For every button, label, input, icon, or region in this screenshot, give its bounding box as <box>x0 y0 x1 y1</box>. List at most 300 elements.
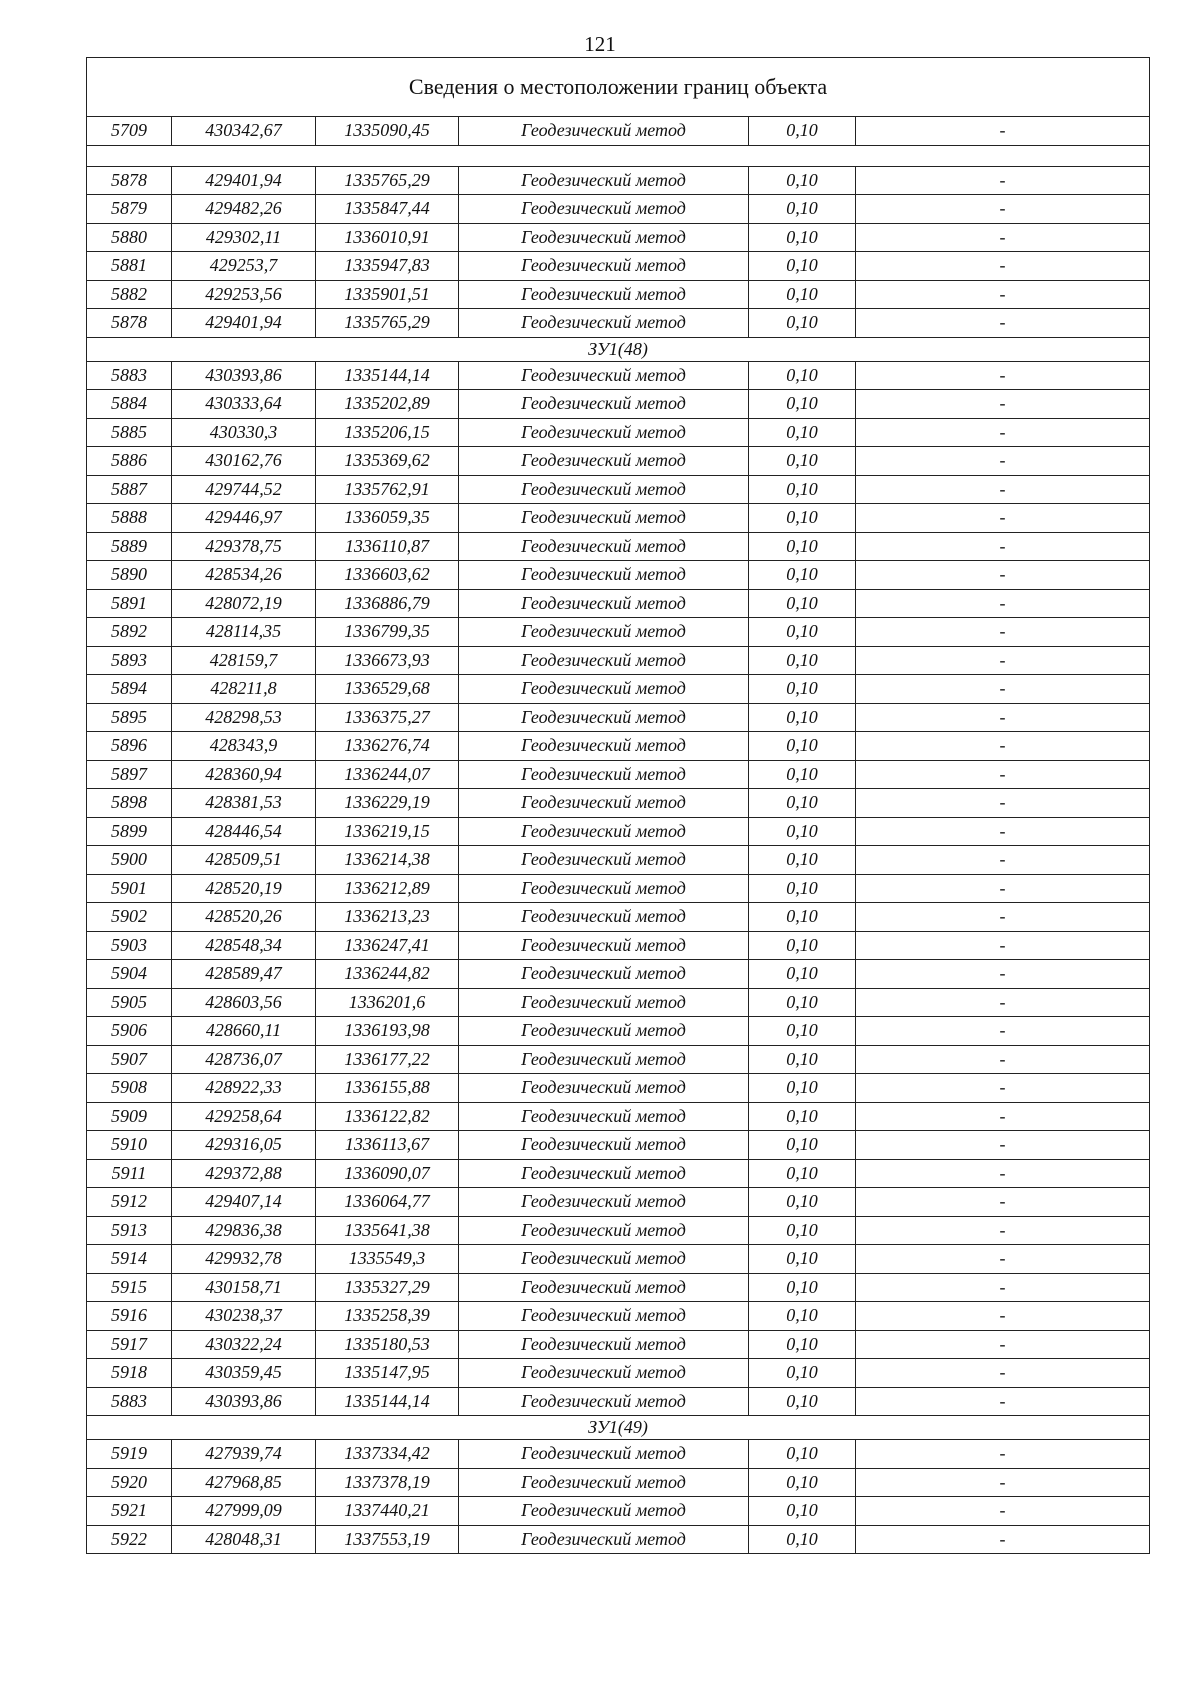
point-number-cell: 5922 <box>87 1525 172 1554</box>
description-cell: - <box>856 760 1150 789</box>
description-cell: - <box>856 361 1150 390</box>
y-coordinate-cell: 1337440,21 <box>316 1497 459 1526</box>
point-number-cell: 5888 <box>87 504 172 533</box>
x-coordinate-cell: 428603,56 <box>172 988 316 1017</box>
method-cell: Геодезический метод <box>459 789 749 818</box>
x-coordinate-cell: 430322,24 <box>172 1330 316 1359</box>
method-cell: Геодезический метод <box>459 1245 749 1274</box>
x-coordinate-cell: 428381,53 <box>172 789 316 818</box>
x-coordinate-cell: 429744,52 <box>172 475 316 504</box>
method-cell: Геодезический метод <box>459 1330 749 1359</box>
table-row <box>87 1497 1150 1526</box>
description-cell: - <box>856 903 1150 932</box>
method-cell: Геодезический метод <box>459 703 749 732</box>
accuracy-cell: 0,10 <box>749 618 856 647</box>
point-number-cell: 5916 <box>87 1302 172 1331</box>
table-row <box>87 1468 1150 1497</box>
description-cell: - <box>856 1387 1150 1416</box>
method-cell: Геодезический метод <box>459 589 749 618</box>
x-coordinate-cell: 430238,37 <box>172 1302 316 1331</box>
point-number-cell: 5897 <box>87 760 172 789</box>
y-coordinate-cell: 1335144,14 <box>316 1387 459 1416</box>
x-coordinate-cell: 428520,26 <box>172 903 316 932</box>
x-coordinate-cell: 427968,85 <box>172 1468 316 1497</box>
description-cell: - <box>856 390 1150 419</box>
y-coordinate-cell: 1335258,39 <box>316 1302 459 1331</box>
table-row <box>87 390 1150 419</box>
accuracy-cell: 0,10 <box>749 504 856 533</box>
y-coordinate-cell: 1335762,91 <box>316 475 459 504</box>
table-row <box>87 418 1150 447</box>
table-row <box>87 1159 1150 1188</box>
description-cell: - <box>856 1497 1150 1526</box>
description-cell: - <box>856 1525 1150 1554</box>
accuracy-cell: 0,10 <box>749 931 856 960</box>
point-number-cell: 5921 <box>87 1497 172 1526</box>
description-cell: - <box>856 1159 1150 1188</box>
x-coordinate-cell: 430333,64 <box>172 390 316 419</box>
description-cell: - <box>856 960 1150 989</box>
method-cell: Геодезический метод <box>459 195 749 224</box>
accuracy-cell: 0,10 <box>749 1330 856 1359</box>
x-coordinate-cell: 428736,07 <box>172 1045 316 1074</box>
description-cell: - <box>856 1102 1150 1131</box>
y-coordinate-cell: 1335847,44 <box>316 195 459 224</box>
point-number-cell: 5880 <box>87 223 172 252</box>
table-row <box>87 732 1150 761</box>
accuracy-cell: 0,10 <box>749 960 856 989</box>
method-cell: Геодезический метод <box>459 418 749 447</box>
point-number-cell: 5905 <box>87 988 172 1017</box>
y-coordinate-cell: 1336059,35 <box>316 504 459 533</box>
table-row <box>87 1102 1150 1131</box>
accuracy-cell: 0,10 <box>749 703 856 732</box>
y-coordinate-cell: 1335901,51 <box>316 280 459 309</box>
x-coordinate-cell: 428343,9 <box>172 732 316 761</box>
boundary-coordinates-table <box>86 57 1150 1554</box>
accuracy-cell: 0,10 <box>749 1468 856 1497</box>
x-coordinate-cell: 430162,76 <box>172 447 316 476</box>
point-number-cell: 5917 <box>87 1330 172 1359</box>
point-number-cell: 5920 <box>87 1468 172 1497</box>
y-coordinate-cell: 1336110,87 <box>316 532 459 561</box>
description-cell: - <box>856 447 1150 476</box>
point-number-cell: 5881 <box>87 252 172 281</box>
point-number-cell: 5902 <box>87 903 172 932</box>
table-row <box>87 789 1150 818</box>
method-cell: Геодезический метод <box>459 760 749 789</box>
point-number-cell: 5893 <box>87 646 172 675</box>
method-cell: Геодезический метод <box>459 1216 749 1245</box>
description-cell: - <box>856 561 1150 590</box>
x-coordinate-cell: 430393,86 <box>172 1387 316 1416</box>
table-row <box>87 447 1150 476</box>
section-label: ЗУ1(48) <box>87 337 1150 361</box>
table-row <box>87 1188 1150 1217</box>
gap-cell <box>87 145 1150 166</box>
x-coordinate-cell: 428922,33 <box>172 1074 316 1103</box>
y-coordinate-cell: 1336244,07 <box>316 760 459 789</box>
section-header-row <box>87 1416 1150 1440</box>
accuracy-cell: 0,10 <box>749 1074 856 1103</box>
method-cell: Геодезический метод <box>459 390 749 419</box>
x-coordinate-cell: 430342,67 <box>172 117 316 146</box>
y-coordinate-cell: 1335947,83 <box>316 252 459 281</box>
y-coordinate-cell: 1336375,27 <box>316 703 459 732</box>
table-row <box>87 561 1150 590</box>
description-cell: - <box>856 532 1150 561</box>
description-cell: - <box>856 703 1150 732</box>
accuracy-cell: 0,10 <box>749 280 856 309</box>
point-number-cell: 5904 <box>87 960 172 989</box>
description-cell: - <box>856 988 1150 1017</box>
table-row <box>87 504 1150 533</box>
description-cell: - <box>856 1273 1150 1302</box>
y-coordinate-cell: 1336064,77 <box>316 1188 459 1217</box>
method-cell: Геодезический метод <box>459 817 749 846</box>
description-cell: - <box>856 874 1150 903</box>
y-coordinate-cell: 1336213,23 <box>316 903 459 932</box>
x-coordinate-cell: 428211,8 <box>172 675 316 704</box>
description-cell: - <box>856 1017 1150 1046</box>
description-cell: - <box>856 504 1150 533</box>
table-row <box>87 846 1150 875</box>
point-number-cell: 5899 <box>87 817 172 846</box>
y-coordinate-cell: 1335641,38 <box>316 1216 459 1245</box>
table-row <box>87 675 1150 704</box>
description-cell: - <box>856 1330 1150 1359</box>
y-coordinate-cell: 1336122,82 <box>316 1102 459 1131</box>
method-cell: Геодезический метод <box>459 1387 749 1416</box>
y-coordinate-cell: 1335180,53 <box>316 1330 459 1359</box>
y-coordinate-cell: 1336799,35 <box>316 618 459 647</box>
description-cell: - <box>856 618 1150 647</box>
y-coordinate-cell: 1335369,62 <box>316 447 459 476</box>
accuracy-cell: 0,10 <box>749 675 856 704</box>
description-cell: - <box>856 1131 1150 1160</box>
description-cell: - <box>856 223 1150 252</box>
table-row <box>87 532 1150 561</box>
y-coordinate-cell: 1335765,29 <box>316 166 459 195</box>
accuracy-cell: 0,10 <box>749 789 856 818</box>
y-coordinate-cell: 1335549,3 <box>316 1245 459 1274</box>
y-coordinate-cell: 1336212,89 <box>316 874 459 903</box>
x-coordinate-cell: 428509,51 <box>172 846 316 875</box>
table-row <box>87 1245 1150 1274</box>
table-row <box>87 817 1150 846</box>
point-number-cell: 5900 <box>87 846 172 875</box>
method-cell: Геодезический метод <box>459 1497 749 1526</box>
table-row <box>87 646 1150 675</box>
x-coordinate-cell: 428114,35 <box>172 618 316 647</box>
table-row <box>87 166 1150 195</box>
y-coordinate-cell: 1336886,79 <box>316 589 459 618</box>
x-coordinate-cell: 429302,11 <box>172 223 316 252</box>
y-coordinate-cell: 1335144,14 <box>316 361 459 390</box>
table-row <box>87 703 1150 732</box>
y-coordinate-cell: 1336155,88 <box>316 1074 459 1103</box>
method-cell: Геодезический метод <box>459 1468 749 1497</box>
method-cell: Геодезический метод <box>459 1273 749 1302</box>
table-row <box>87 1440 1150 1469</box>
method-cell: Геодезический метод <box>459 732 749 761</box>
point-number-cell: 5901 <box>87 874 172 903</box>
accuracy-cell: 0,10 <box>749 1216 856 1245</box>
accuracy-cell: 0,10 <box>749 1102 856 1131</box>
point-number-cell: 5879 <box>87 195 172 224</box>
description-cell: - <box>856 309 1150 338</box>
x-coordinate-cell: 428159,7 <box>172 646 316 675</box>
x-coordinate-cell: 429258,64 <box>172 1102 316 1131</box>
description-cell: - <box>856 1468 1150 1497</box>
method-cell: Геодезический метод <box>459 309 749 338</box>
table-row <box>87 1216 1150 1245</box>
y-coordinate-cell: 1336276,74 <box>316 732 459 761</box>
description-cell: - <box>856 418 1150 447</box>
accuracy-cell: 0,10 <box>749 817 856 846</box>
x-coordinate-cell: 429253,56 <box>172 280 316 309</box>
description-cell: - <box>856 789 1150 818</box>
table-row <box>87 361 1150 390</box>
accuracy-cell: 0,10 <box>749 1188 856 1217</box>
y-coordinate-cell: 1337553,19 <box>316 1525 459 1554</box>
table-row <box>87 223 1150 252</box>
method-cell: Геодезический метод <box>459 361 749 390</box>
table-title-row <box>87 58 1150 117</box>
accuracy-cell: 0,10 <box>749 1045 856 1074</box>
accuracy-cell: 0,10 <box>749 1159 856 1188</box>
point-number-cell: 5896 <box>87 732 172 761</box>
table-row <box>87 589 1150 618</box>
y-coordinate-cell: 1336113,67 <box>316 1131 459 1160</box>
y-coordinate-cell: 1336529,68 <box>316 675 459 704</box>
description-cell: - <box>856 280 1150 309</box>
x-coordinate-cell: 428298,53 <box>172 703 316 732</box>
x-coordinate-cell: 430158,71 <box>172 1273 316 1302</box>
point-number-cell: 5918 <box>87 1359 172 1388</box>
method-cell: Геодезический метод <box>459 1440 749 1469</box>
accuracy-cell: 0,10 <box>749 1273 856 1302</box>
x-coordinate-cell: 429372,88 <box>172 1159 316 1188</box>
accuracy-cell: 0,10 <box>749 1497 856 1526</box>
table-row <box>87 1359 1150 1388</box>
table-row <box>87 1017 1150 1046</box>
table-row <box>87 280 1150 309</box>
x-coordinate-cell: 429253,7 <box>172 252 316 281</box>
table-title: Сведения о местоположении границ объекта <box>87 58 1150 117</box>
accuracy-cell: 0,10 <box>749 309 856 338</box>
y-coordinate-cell: 1336193,98 <box>316 1017 459 1046</box>
table-row <box>87 874 1150 903</box>
point-number-cell: 5890 <box>87 561 172 590</box>
method-cell: Геодезический метод <box>459 280 749 309</box>
description-cell: - <box>856 1188 1150 1217</box>
method-cell: Геодезический метод <box>459 903 749 932</box>
table-row <box>87 931 1150 960</box>
x-coordinate-cell: 429482,26 <box>172 195 316 224</box>
y-coordinate-cell: 1335206,15 <box>316 418 459 447</box>
method-cell: Геодезический метод <box>459 117 749 146</box>
point-number-cell: 5907 <box>87 1045 172 1074</box>
description-cell: - <box>856 675 1150 704</box>
description-cell: - <box>856 1216 1150 1245</box>
table-row <box>87 903 1150 932</box>
point-number-cell: 5906 <box>87 1017 172 1046</box>
method-cell: Геодезический метод <box>459 960 749 989</box>
method-cell: Геодезический метод <box>459 1074 749 1103</box>
accuracy-cell: 0,10 <box>749 732 856 761</box>
y-coordinate-cell: 1336247,41 <box>316 931 459 960</box>
y-coordinate-cell: 1335202,89 <box>316 390 459 419</box>
point-number-cell: 5882 <box>87 280 172 309</box>
table-row <box>87 1525 1150 1554</box>
x-coordinate-cell: 428360,94 <box>172 760 316 789</box>
x-coordinate-cell: 428446,54 <box>172 817 316 846</box>
method-cell: Геодезический метод <box>459 1188 749 1217</box>
accuracy-cell: 0,10 <box>749 1302 856 1331</box>
point-number-cell: 5912 <box>87 1188 172 1217</box>
point-number-cell: 5887 <box>87 475 172 504</box>
accuracy-cell: 0,10 <box>749 874 856 903</box>
description-cell: - <box>856 1302 1150 1331</box>
point-number-cell: 5884 <box>87 390 172 419</box>
y-coordinate-cell: 1336201,6 <box>316 988 459 1017</box>
accuracy-cell: 0,10 <box>749 475 856 504</box>
description-cell: - <box>856 846 1150 875</box>
point-number-cell: 5883 <box>87 361 172 390</box>
method-cell: Геодезический метод <box>459 1131 749 1160</box>
x-coordinate-cell: 429407,14 <box>172 1188 316 1217</box>
x-coordinate-cell: 428589,47 <box>172 960 316 989</box>
accuracy-cell: 0,10 <box>749 1131 856 1160</box>
table-row <box>87 618 1150 647</box>
x-coordinate-cell: 428660,11 <box>172 1017 316 1046</box>
x-coordinate-cell: 430393,86 <box>172 361 316 390</box>
point-number-cell: 5878 <box>87 309 172 338</box>
description-cell: - <box>856 475 1150 504</box>
method-cell: Геодезический метод <box>459 1302 749 1331</box>
method-cell: Геодезический метод <box>459 532 749 561</box>
description-cell: - <box>856 646 1150 675</box>
point-number-cell: 5913 <box>87 1216 172 1245</box>
method-cell: Геодезический метод <box>459 252 749 281</box>
accuracy-cell: 0,10 <box>749 1017 856 1046</box>
description-cell: - <box>856 1045 1150 1074</box>
accuracy-cell: 0,10 <box>749 760 856 789</box>
accuracy-cell: 0,10 <box>749 988 856 1017</box>
accuracy-cell: 0,10 <box>749 166 856 195</box>
method-cell: Геодезический метод <box>459 1159 749 1188</box>
accuracy-cell: 0,10 <box>749 846 856 875</box>
table-row <box>87 1074 1150 1103</box>
description-cell: - <box>856 817 1150 846</box>
y-coordinate-cell: 1336673,93 <box>316 646 459 675</box>
point-number-cell: 5914 <box>87 1245 172 1274</box>
point-number-cell: 5903 <box>87 931 172 960</box>
method-cell: Геодезический метод <box>459 475 749 504</box>
description-cell: - <box>856 1245 1150 1274</box>
table-row <box>87 1330 1150 1359</box>
accuracy-cell: 0,10 <box>749 361 856 390</box>
point-number-cell: 5908 <box>87 1074 172 1103</box>
y-coordinate-cell: 1335765,29 <box>316 309 459 338</box>
x-coordinate-cell: 429401,94 <box>172 309 316 338</box>
description-cell: - <box>856 732 1150 761</box>
point-number-cell: 5909 <box>87 1102 172 1131</box>
accuracy-cell: 0,10 <box>749 195 856 224</box>
y-coordinate-cell: 1336214,38 <box>316 846 459 875</box>
accuracy-cell: 0,10 <box>749 418 856 447</box>
y-coordinate-cell: 1336010,91 <box>316 223 459 252</box>
accuracy-cell: 0,10 <box>749 589 856 618</box>
accuracy-cell: 0,10 <box>749 646 856 675</box>
accuracy-cell: 0,10 <box>749 903 856 932</box>
x-coordinate-cell: 429378,75 <box>172 532 316 561</box>
description-cell: - <box>856 1074 1150 1103</box>
table-row <box>87 1131 1150 1160</box>
table-row <box>87 195 1150 224</box>
gap-row <box>87 145 1150 166</box>
table-row <box>87 309 1150 338</box>
table-row <box>87 760 1150 789</box>
description-cell: - <box>856 589 1150 618</box>
point-number-cell: 5878 <box>87 166 172 195</box>
accuracy-cell: 0,10 <box>749 1359 856 1388</box>
y-coordinate-cell: 1336603,62 <box>316 561 459 590</box>
x-coordinate-cell: 429401,94 <box>172 166 316 195</box>
point-number-cell: 5898 <box>87 789 172 818</box>
method-cell: Геодезический метод <box>459 1045 749 1074</box>
x-coordinate-cell: 429836,38 <box>172 1216 316 1245</box>
x-coordinate-cell: 430330,3 <box>172 418 316 447</box>
point-number-cell: 5886 <box>87 447 172 476</box>
description-cell: - <box>856 117 1150 146</box>
description-cell: - <box>856 252 1150 281</box>
table-row <box>87 960 1150 989</box>
accuracy-cell: 0,10 <box>749 532 856 561</box>
y-coordinate-cell: 1336229,19 <box>316 789 459 818</box>
method-cell: Геодезический метод <box>459 874 749 903</box>
method-cell: Геодезический метод <box>459 1102 749 1131</box>
x-coordinate-cell: 427939,74 <box>172 1440 316 1469</box>
point-number-cell: 5885 <box>87 418 172 447</box>
section-label: ЗУ1(49) <box>87 1416 1150 1440</box>
accuracy-cell: 0,10 <box>749 117 856 146</box>
x-coordinate-cell: 429316,05 <box>172 1131 316 1160</box>
accuracy-cell: 0,10 <box>749 447 856 476</box>
method-cell: Геодезический метод <box>459 504 749 533</box>
point-number-cell: 5892 <box>87 618 172 647</box>
x-coordinate-cell: 428534,26 <box>172 561 316 590</box>
x-coordinate-cell: 428048,31 <box>172 1525 316 1554</box>
point-number-cell: 5919 <box>87 1440 172 1469</box>
description-cell: - <box>856 195 1150 224</box>
table-row <box>87 1387 1150 1416</box>
section-header-row <box>87 337 1150 361</box>
description-cell: - <box>856 931 1150 960</box>
table-body <box>87 58 1150 1554</box>
table-row <box>87 988 1150 1017</box>
method-cell: Геодезический метод <box>459 675 749 704</box>
x-coordinate-cell: 428548,34 <box>172 931 316 960</box>
accuracy-cell: 0,10 <box>749 1245 856 1274</box>
y-coordinate-cell: 1336219,15 <box>316 817 459 846</box>
accuracy-cell: 0,10 <box>749 252 856 281</box>
x-coordinate-cell: 428072,19 <box>172 589 316 618</box>
table-row <box>87 1045 1150 1074</box>
x-coordinate-cell: 430359,45 <box>172 1359 316 1388</box>
point-number-cell: 5889 <box>87 532 172 561</box>
